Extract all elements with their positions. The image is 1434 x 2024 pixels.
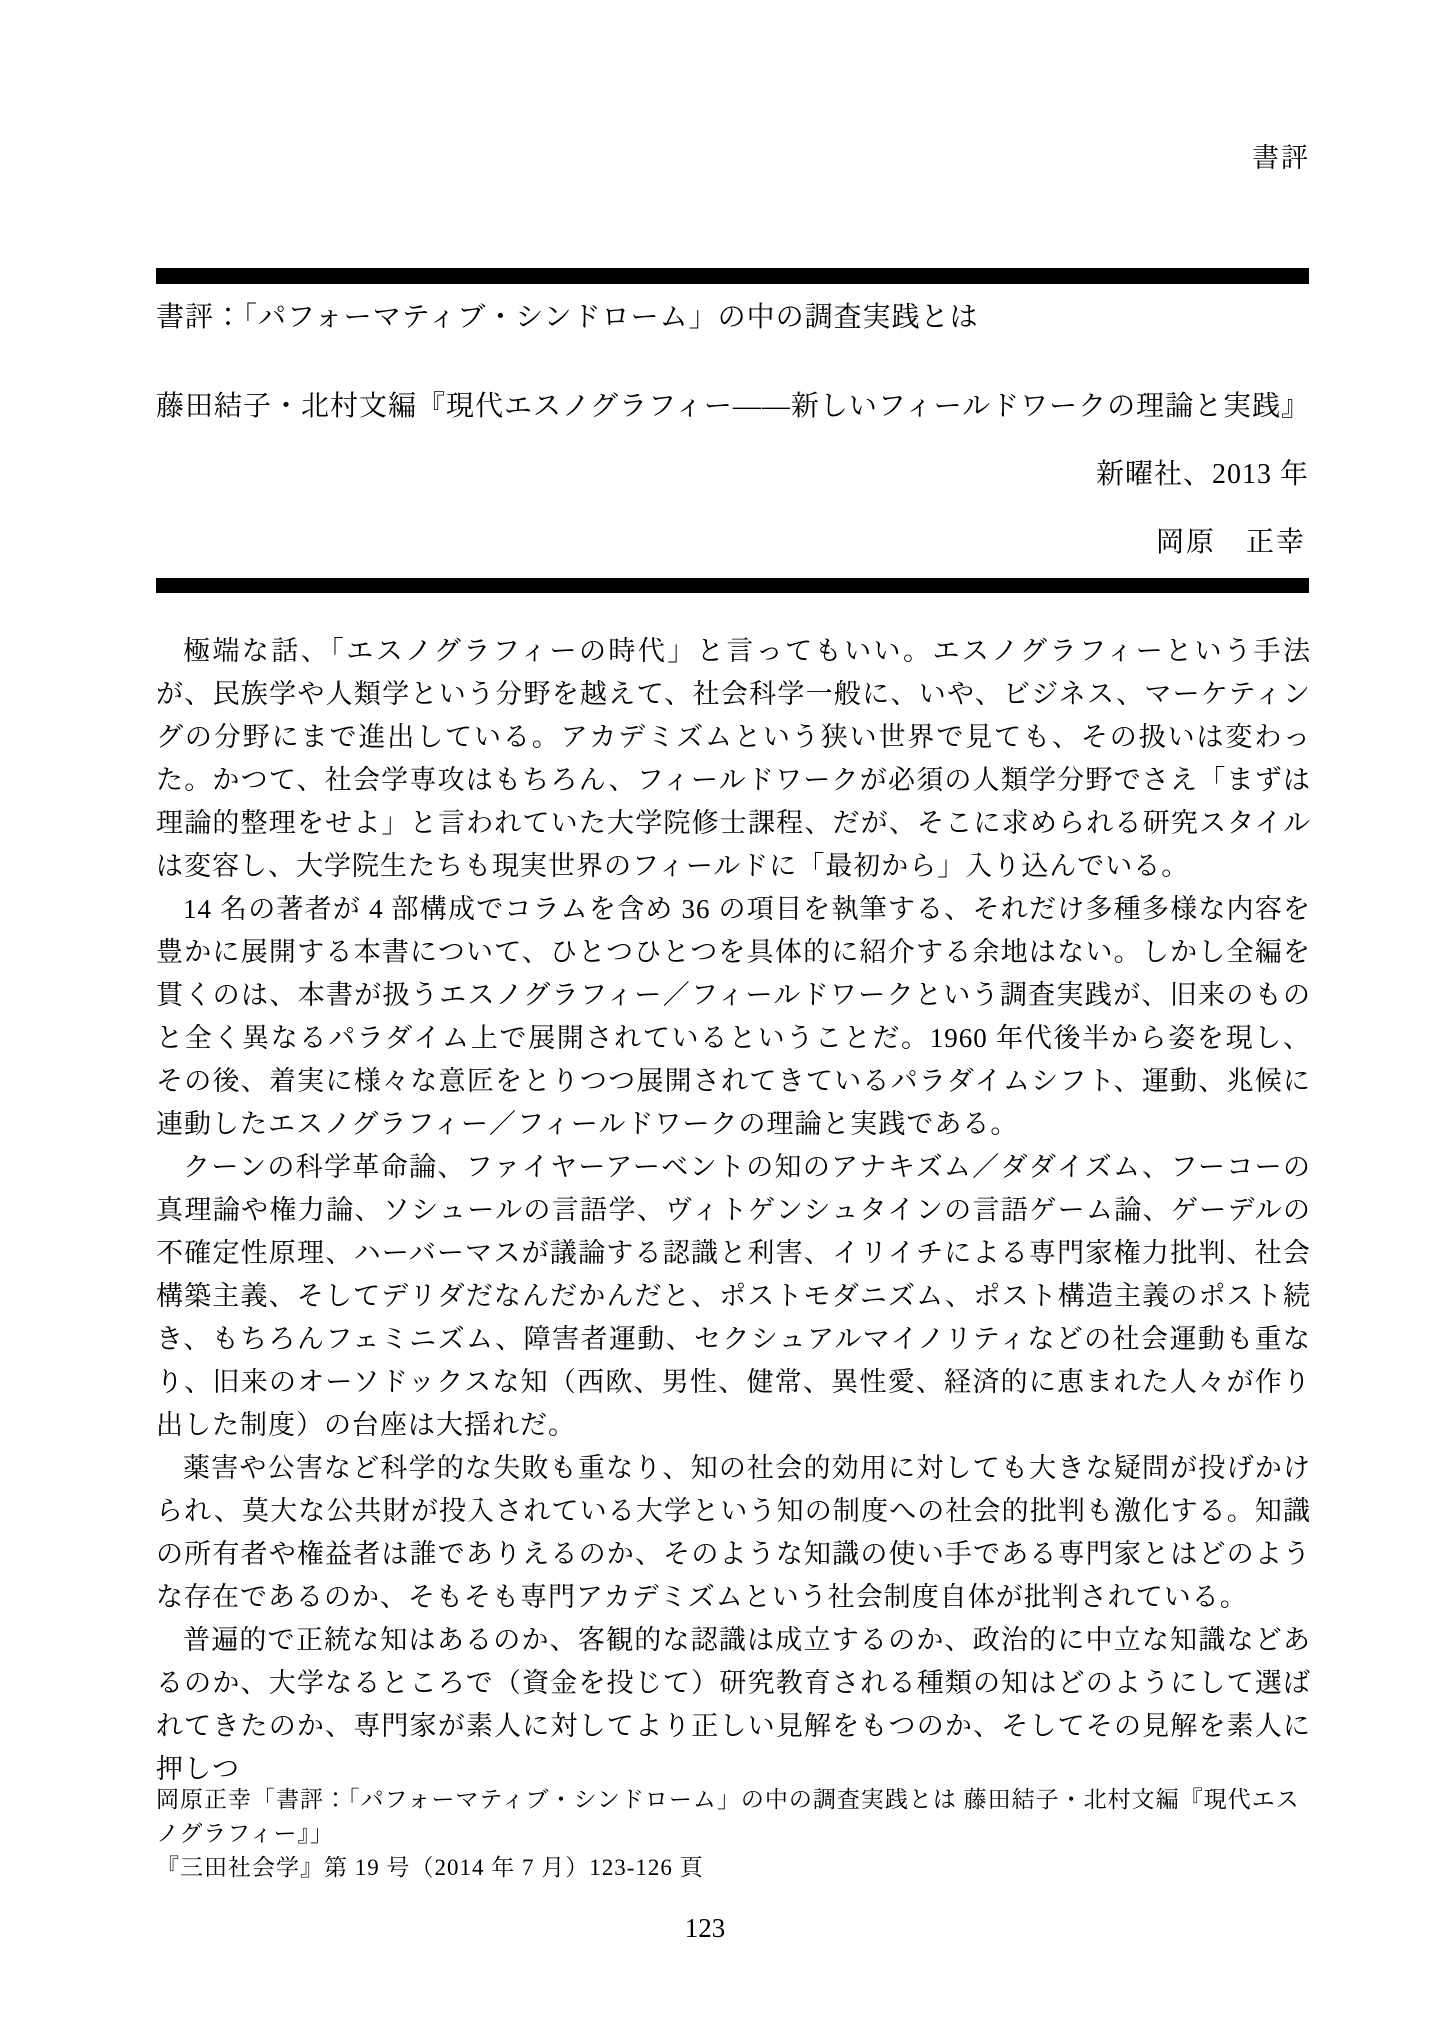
book-title: 藤田結子・北村文編『現代エスノグラフィー——新しいフィールドワークの理論と実践』 <box>156 391 1311 422</box>
citation-note <box>156 1783 1311 1885</box>
review-body <box>156 630 1311 1791</box>
body-paragraph-3: クーンの科学革命論、ファイヤーアーベントの知のアナキズム／ダダイズム、フーコーの真理論や権力論、ソシュールの言語学、ヴィトゲンシュタインの言語ゲーム論、ゲーデルの不確定性原理、ハーバーマスが議論する認識と利害、イリイチによる専門家権力批判、社会構築主義、そしてデリダだなんだかんだと、ポストモダニズム、ポスト構造主義のポスト続き、もちろんフェミニズム、障害者運動、セクシュアルマイノリティなどの社会運動も重なり、旧来のオーソドックスな知（西欧、男性、健常、異性愛、経済的に恵まれた人々が作り出した制度）の台座は大揺れだ。 <box>156 1152 1311 1440</box>
page-number: 123 <box>684 1913 726 1943</box>
body-paragraph-2: 14 名の著者が 4 部構成でコラムを含め 36 の項目を執筆する、それだけ多種多様な内容を豊かに展開する本書について、ひとつひとつを具体的に紹介する余地はない。しかし全編を貫くのは、本書が扱うエスノグラフィー／フィールドワークという調査実践が、旧来のものと全く異なるパラダイム上で展開されているということだ。1960 年代後半から姿を現し、その後、着実に様々な意匠をとりつつ展開されてきているパラダイムシフト、運動、兆候に連動したエスノグラフィー／フィールドワークの理論と実践である。 <box>156 894 1311 1139</box>
journal-section-label: 書評 <box>1252 143 1310 173</box>
body-paragraph-5: 普遍的で正統な知はあるのか、客観的な認識は成立するのか、政治的に中立な知識などあるのか、大学なるところで（資金を投じて）研究教育される種類の知はどのようにして選ばれてきたのか、専門家が素人に対してより正しい見解をもつのか、そしてその見解を素人に押しつ <box>156 1625 1311 1784</box>
publisher-year: 新曜社、2013 年 <box>1095 459 1309 490</box>
body-paragraph-1: 極端な話、「エスノグラフィーの時代」と言ってもいい。エスノグラフィーという手法が、民族学や人類学という分野を越えて、社会科学一般に、いや、ビジネス、マーケティングの分野にまで進出している。アカデミズムという狭い世界で見ても、その扱いは変わった。かつて、社会学専攻はもちろん、フィールドワークが必須の人類学分野でさえ「まずは理論的整理をせよ」と言われていた大学院修士課程、だが、そこに求められる研究スタイルは変容し、大学院生たちも現実世界のフィールドに「最初から」入り込んでいる。 <box>156 636 1311 881</box>
review-title: 書評：「パフォーマティブ・シンドローム」の中の調査実践とは <box>156 302 979 333</box>
reviewer-name: 岡原 正幸 <box>1155 527 1306 558</box>
journal-issue-line: 『三田社会学』第 19 号（2014 年 7 月）123-126 頁 <box>156 1855 704 1880</box>
title-rule-bottom <box>156 578 1309 593</box>
title-rule-top <box>156 268 1309 284</box>
citation-title-line: 岡原正幸「書評：「パフォーマティブ・シンドローム」の中の調査実践とは 藤田結子・北村文編『現代エスノグラフィー』」 <box>156 1787 1300 1846</box>
body-paragraph-4: 薬害や公害など科学的な失敗も重なり、知の社会的効用に対しても大きな疑問が投げかけられ、莫大な公共財が投入されている大学という知の制度への社会的批判も激化する。知識の所有者や権益者は誰でありえるのか、そのような知識の使い手である専門家とはどのような存在であるのか、そもそも専門アカデミズムという社会制度自体が批判されている。 <box>156 1453 1311 1612</box>
